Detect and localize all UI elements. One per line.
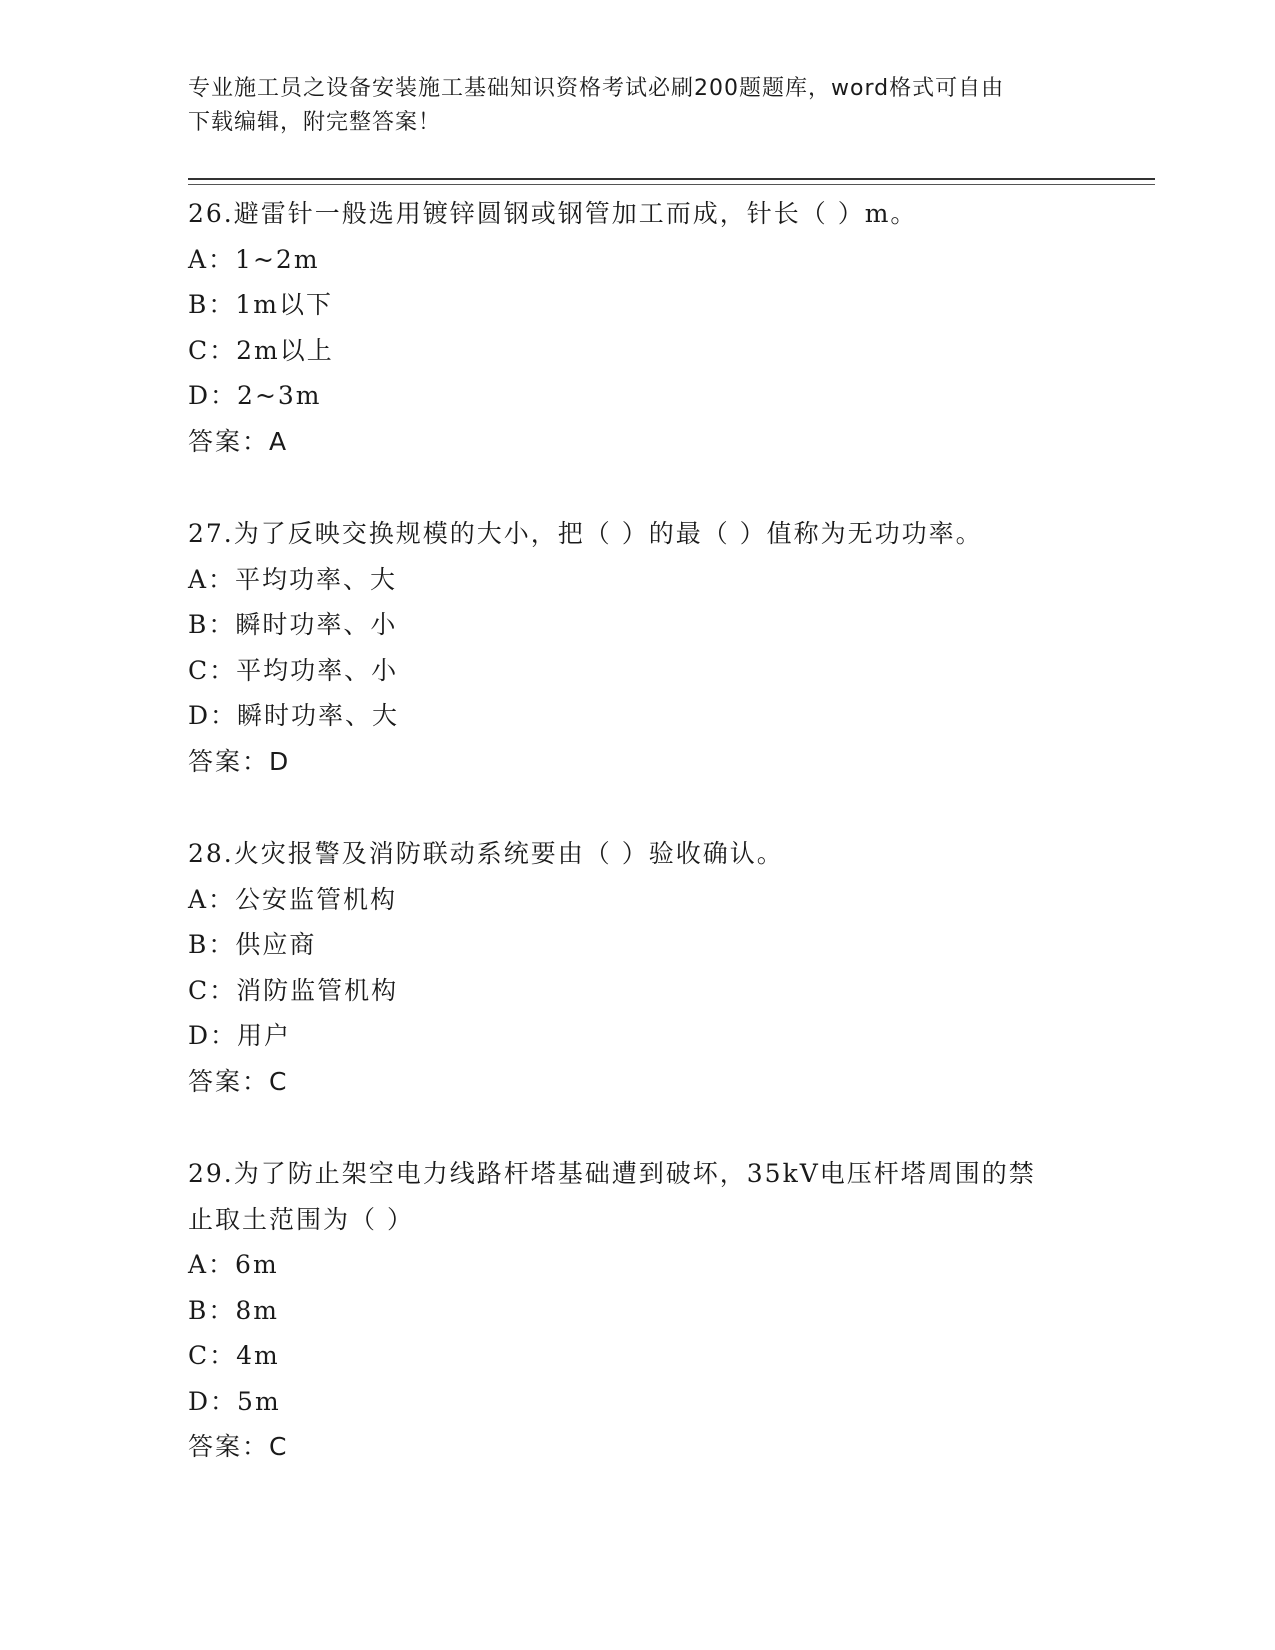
option-c: C：平均功率、小 [188,655,399,685]
option-d: D：用户 [188,1021,292,1050]
question-stem: 28.火灾报警及消防联动系统要由（ ）验收确认。 [188,839,784,868]
option-b: B：瞬时功率、小 [188,610,398,639]
option-b: B：8m [188,1295,279,1325]
question-stem-line1: 29.为了防止架空电力线路杆塔基础遭到破坏，35kV电压杆塔周围的禁 [188,1159,1036,1188]
question-26 [188,191,1088,464]
option-d: D：5m [188,1386,281,1416]
header-divider-thick [188,178,1155,180]
option-d: D：2~3m [188,381,322,410]
question-stem: 27.为了反映交换规模的大小，把（ ）的最（ ）值称为无功功率。 [188,519,983,548]
option-a: A：6m [188,1250,279,1279]
question-29 [188,1151,1088,1470]
question-28 [188,831,1088,1104]
answer-line: 答案：C [188,1432,289,1461]
document-header [188,72,1088,140]
question-list [188,191,1088,1517]
header-divider-thin [188,184,1155,185]
header-title-line2: 下载编辑，附完整答案！ [188,110,442,135]
answer-line: 答案：A [188,426,289,456]
option-a: A：平均功率、大 [188,564,398,594]
question-stem-line2: 止取土范围为（ ） [188,1204,414,1234]
option-b: B：供应商 [188,930,317,959]
option-c: C：消防监管机构 [188,975,399,1005]
header-title-line1: 专业施工员之设备安装施工基础知识资格考试必刷200题题库，word格式可自由 [188,76,1005,101]
option-c: C：4m [188,1341,280,1370]
option-c: C：2m以上 [188,335,334,365]
option-d: D：瞬时功率、大 [188,701,400,730]
answer-line: 答案：D [188,746,291,776]
answer-line: 答案：C [188,1066,289,1096]
question-27 [188,511,1088,784]
question-stem: 26.避雷针一般选用镀锌圆钢或钢管加工而成，针长（ ）m。 [188,199,918,228]
option-b: B：1m以下 [188,290,333,319]
option-a: A：公安监管机构 [188,884,398,914]
option-a: A：1~2m [188,244,320,274]
